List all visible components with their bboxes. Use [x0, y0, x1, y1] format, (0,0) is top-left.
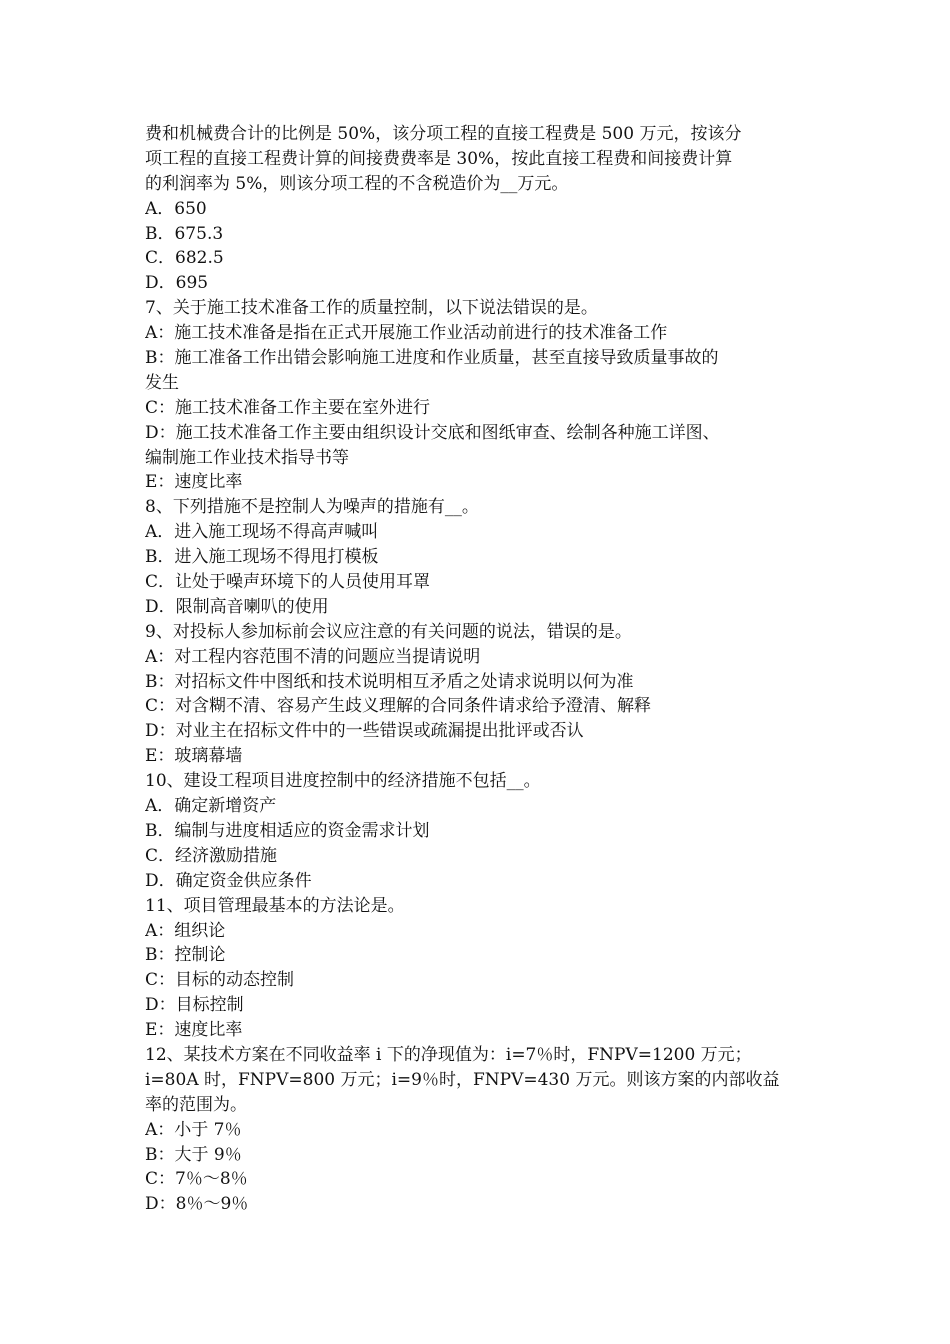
option-line: A．确定新增资产 [145, 796, 277, 817]
option-line: D：施工技术准备工作主要由组织设计交底和图纸审查、绘制各种施工详图、 [145, 422, 720, 443]
question-line: 8、下列措施不是控制人为噪声的措施有__。 [145, 497, 479, 518]
question-line: 9、对投标人参加标前会议应注意的有关问题的说法，错误的是。 [145, 621, 632, 642]
option-line: E：速度比率 [145, 472, 243, 493]
option-line: B：施工准备工作出错会影响施工进度和作业质量，甚至直接导致质量事故的 [145, 348, 719, 369]
option-line: C．经济激励措施 [145, 845, 278, 866]
question-line: 10、建设工程项目进度控制中的经济措施不包括__。 [145, 771, 541, 792]
option-line: E：速度比率 [145, 1020, 243, 1041]
option-line: A：组织论 [145, 920, 226, 941]
option-line: A：施工技术准备是指在正式开展施工作业活动前进行的技术准备工作 [145, 323, 668, 344]
option-line: C：施工技术准备工作主要在室外进行 [145, 397, 431, 418]
text-line: 费和机械费合计的比例是 50%，该分项工程的直接工程费是 500 万元，按该分 [145, 124, 742, 144]
option-line: A：对工程内容范围不清的问题应当提请说明 [145, 646, 481, 667]
option-line: B．编制与进度相适应的资金需求计划 [145, 820, 430, 841]
option-line: C．682.5 [145, 248, 224, 269]
question-line: 11、项目管理最基本的方法论是。 [145, 895, 405, 916]
option-line: E：玻璃幕墙 [145, 746, 243, 767]
text-line: 项工程的直接工程费计算的间接费费率是 30%，按此直接工程费和间接费计算 [145, 148, 733, 169]
option-line: D：8％～9％ [145, 1194, 249, 1215]
question-line: 12、某技术方案在不同收益率 i 下的净现值为：i=7％时，FNPV=1200 万元； [145, 1044, 752, 1065]
option-line: D：目标控制 [145, 995, 244, 1016]
option-line: C：对含糊不清、容易产生歧义理解的合同条件请求给予澄清、解释 [145, 696, 652, 717]
document-page [145, 122, 810, 1217]
option-line: 编制施工作业技术指导书等 [145, 447, 349, 468]
option-line: A．进入施工现场不得高声喊叫 [145, 522, 379, 543]
option-line: B：对招标文件中图纸和技术说明相互矛盾之处请求说明以何为准 [145, 671, 634, 692]
option-line: B：控制论 [145, 945, 226, 966]
option-line: D：对业主在招标文件中的一些错误或疏漏提出批评或否认 [145, 721, 584, 742]
option-line: C：7％～8％ [145, 1169, 248, 1190]
option-line: D．限制高音喇叭的使用 [145, 596, 329, 617]
option-line: A．650 [145, 198, 207, 219]
option-line: C．让处于噪声环境下的人员使用耳罩 [145, 572, 431, 593]
option-line: A：小于 7％ [145, 1119, 242, 1140]
text-line: i=80A 时，FNPV=800 万元；i=9％时，FNPV=430 万元。则该方案的内部收益 [145, 1069, 780, 1090]
option-line: B．进入施工现场不得甩打模板 [145, 547, 379, 568]
option-line: C：目标的动态控制 [145, 970, 295, 991]
option-line: B：大于 9％ [145, 1144, 242, 1165]
option-line: D．695 [145, 273, 209, 294]
text-line: 的利润率为 5%，则该分项工程的不含税造价为__万元。 [145, 173, 569, 194]
text-line: 率的范围为。 [145, 1094, 247, 1115]
option-line: D．确定资金供应条件 [145, 870, 312, 891]
option-line: B．675.3 [145, 223, 224, 244]
option-line: 发生 [145, 372, 179, 393]
question-line: 7、关于施工技术准备工作的质量控制，以下说法错误的是。 [145, 298, 598, 319]
